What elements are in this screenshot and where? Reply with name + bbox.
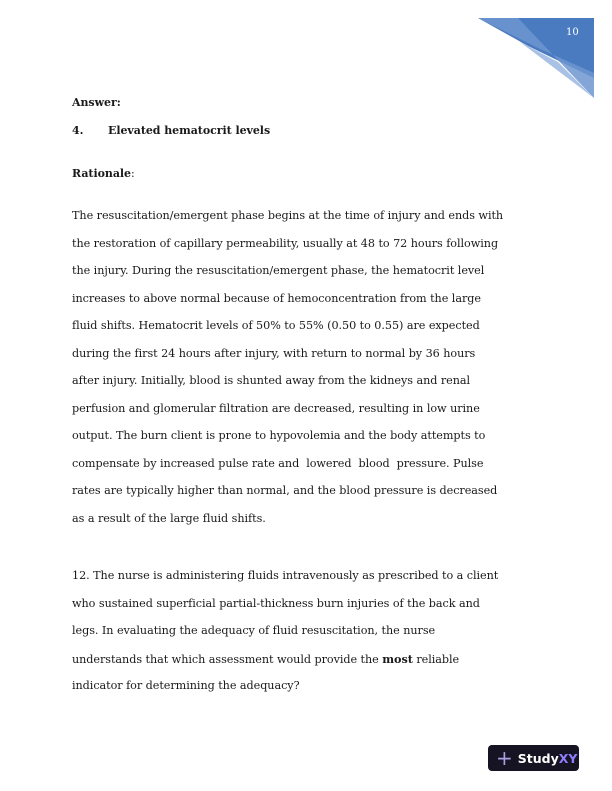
question-line: 12. The nurse is administering fluids intravenously as prescribed to a client xyxy=(72,569,499,582)
logo-text-xy: XY xyxy=(558,750,578,766)
question-line-text: reliable xyxy=(412,652,460,666)
rationale-paragraph xyxy=(72,208,552,538)
rationale-line: as a result of the large fluid shifts. xyxy=(72,511,266,525)
rationale-line: perfusion and glomerular filtration are decreased, resulting in low urine xyxy=(72,401,480,415)
plus-icon: + xyxy=(496,746,513,770)
rationale-line: after injury. Initially, blood is shunted away from the kidneys and renal xyxy=(72,374,471,387)
emphasis-most: most xyxy=(382,651,413,666)
rationale-line: during the first 24 hours after injury, with return to normal by 36 hours xyxy=(72,346,476,360)
rationale-line: increases to above normal because of hemoconcentration from the large xyxy=(72,291,481,305)
question-line: who sustained superficial partial-thickness burn injuries of the back and xyxy=(72,596,480,610)
rationale-label-colon: : xyxy=(130,167,135,180)
question-line xyxy=(72,651,552,679)
answer-choice xyxy=(72,124,270,137)
question-paragraph xyxy=(72,568,552,706)
page-number: 10 xyxy=(566,27,579,38)
rationale-line: compensate by increased pulse rate and lowered blood pressure. Pulse xyxy=(72,456,484,470)
logo-text-study: Study xyxy=(517,750,559,766)
rationale-heading xyxy=(72,167,135,180)
answer-label: Answer: xyxy=(72,96,121,109)
studyxy-logo[interactable] xyxy=(488,745,579,771)
rationale-line: rates are typically higher than normal, and the blood pressure is decreased xyxy=(72,484,498,497)
question-line-text: understands that which assessment would provide the xyxy=(72,652,383,666)
answer-choice-text: Elevated hematocrit levels xyxy=(108,124,271,137)
rationale-line: the restoration of capillary permeability, usually at 48 to 72 hours following xyxy=(72,236,499,250)
rationale-line: the injury. During the resuscitation/emergent phase, the hematocrit level xyxy=(72,264,485,277)
rationale-label: Rationale xyxy=(72,167,131,180)
rationale-line: fluid shifts. Hematocrit levels of 50% to 55% (0.50 to 0.55) are expected xyxy=(72,319,480,332)
rationale-line: The resuscitation/emergent phase begins at the time of injury and ends with xyxy=(72,209,504,222)
question-line: indicator for determining the adequacy? xyxy=(72,679,300,692)
rationale-line: output. The burn client is prone to hypovolemia and the body attempts to xyxy=(72,429,486,442)
answer-choice-number: 4. xyxy=(72,124,84,137)
question-line: legs. In evaluating the adequacy of fluid resuscitation, the nurse xyxy=(72,624,436,637)
